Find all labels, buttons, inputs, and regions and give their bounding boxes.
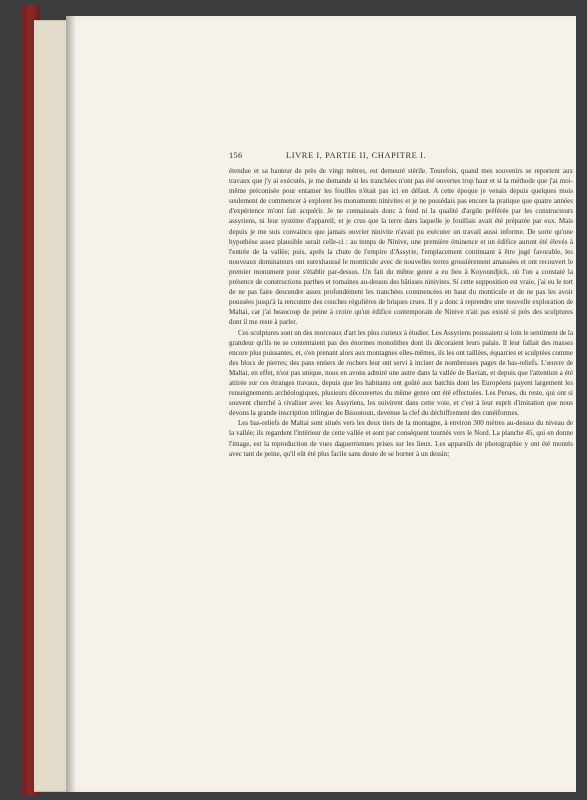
spine-shadow: [66, 16, 76, 792]
paragraph: Ces sculptures sont un des morceaux d'art les plus curieux à étudier. Les Assyriens poussaient si loin le sentiment de la grandeur qu'ils ne se contentaient pas des énormes monolithes dont ils décoraient leurs palais. Il leur fallait des masses encore plus puissantes, et, s'en prenant alors aux montagnes elles-mêmes, ils les ont taillées, équarries et sculptées comme des blocs de pierres; des pans entiers de rochers leur ont servi à inciser de nombreuses pages de bas-reliefs. L'œuvre de Maltai, en effet, n'est pas unique, nous en avons admiré une autre dans la vallée de Bavian, et depuis que l'attention a été attirée sur ces étranges travaux, depuis que les habitants ont goûté aux batchis dont les Européens payent largement les renseignements archéologiques, plusieurs découvertes du même genre ont été effectuées. Les Perses, du reste, qui ont si souvent cherché à rivaliser avec les Assyriens, les suivirent dans cette voie, et c'est à leur esprit d'imitation que nous devons la grande inscription trilingue de Bisoutoun, devenue la clef du déchiffrement des cunéiformes.: [229, 328, 573, 418]
page-header: [229, 151, 577, 165]
page-number: 156: [229, 151, 243, 160]
body-text: [229, 166, 573, 459]
running-head: LIVRE I, PARTIE II, CHAPITRE I.: [286, 151, 427, 160]
paragraph: Les bas-reliefs de Maltai sont situés vers les deux tiers de la montagne, à environ 300 mètres au-dessus du niveau de la vallée; ils regardent l'intérieur de cette vallée et sont par conséquent tournés vers le Nord. La planche 45, qui en donne l'image, est la reproduction de vues daguerriennes prises sur les lieux. Les appareils de photographie y ont été montés avec tant de peine, qu'il eût été plus facile sans doute de se borner à un dessin;: [229, 419, 573, 458]
paragraph: étendue et sa hauteur de près de vingt mètres, est demeuré stérile. Toutefois, quand mes souvenirs se reportent aux travaux que j'y ai exécutés, je me demande si les tranchées n'ont pas été ouvertes trop haut et si la méthode que j'ai moi-même préconisée pour entamer les fouilles n'était pas ici en défaut. A cette époque je venais depuis quelques mois seulement de commencer à explorer les monuments ninivites et je ne possédais pas encore la pratique que quatre années d'expérience m'ont fait acquérir. Je ne connaissais donc à fond ni la qualité d'argile préférée par les constructeurs assyriens, ni leur système d'appareil, et je crus que la terre dans laquelle je fouillais avait été préparée par eux. Mais depuis je me suis convaincu que jamais ouvrier ninivite n'avait pu exécuter un travail aussi informe. De sorte qu'une hypothèse assez plausible serait celle-ci : au temps de Ninive, une première éminence et un édifice auront été élevés à l'entrée de la vallée; puis, après la chute de l'empire d'Assyrie, l'emplacement continuant à être jugé favorable, les nouveaux dominateurs ont surexhaussé le monticule avec de nouvelles terres grossièrement amassées et ont recouvert le premier monument pour s'établir par-dessus. Un fait du même genre a eu lieu à Koyoundjick, où l'on a constaté la présence de constructions parthes et romaines au-dessus des bâtisses ninivites. Si cette supposition est vraie, j'ai eu le tort de ne pas faire descendre assez profondément les tranchées commencées en haut du monticule et de ne pas les avoir poussées jusqu'à la rencontre des couches régulières de briques crues. Il y a donc à reprendre une nouvelle exploration de Maltai, car j'ai beaucoup de peine à croire qu'un édifice contemporain de Ninive n'ait pas existé si près des sculptures dont il me reste à parler.: [229, 167, 573, 327]
